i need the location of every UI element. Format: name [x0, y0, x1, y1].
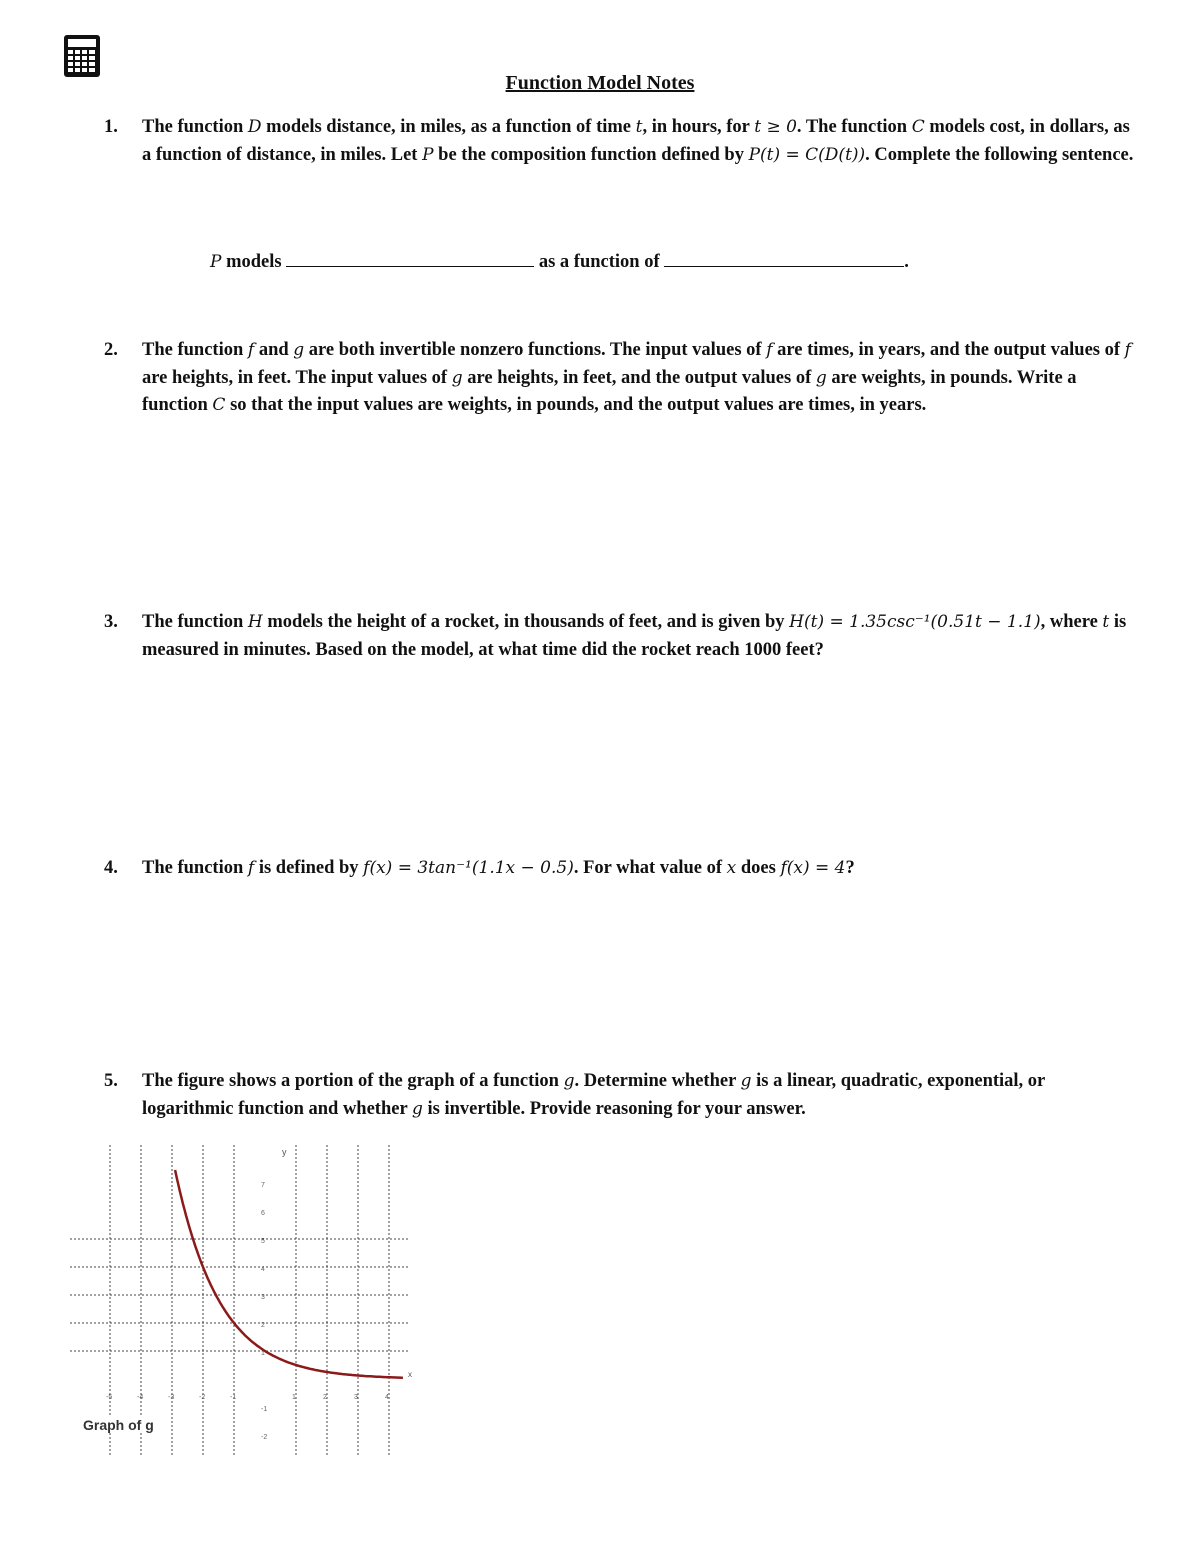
math-expression: f	[247, 858, 255, 878]
answer-blank-2[interactable]	[664, 265, 904, 267]
question-number: 3.	[104, 612, 118, 632]
question-text	[142, 337, 1134, 420]
text-run: are heights, in feet, and the output values of	[462, 367, 816, 388]
text-run: is invertible. Provide reasoning for your answer.	[422, 1098, 806, 1119]
graph-label: Graph of g	[83, 1417, 154, 1433]
sentence-middle: as a function of	[534, 252, 665, 272]
answer-blank-1[interactable]	[286, 265, 534, 267]
text-run: and	[254, 340, 294, 360]
question-number: 4.	[104, 858, 118, 878]
text-run: The function	[142, 612, 248, 632]
math-expression: g	[563, 1071, 575, 1091]
y-tick-label: -2	[261, 1434, 268, 1441]
text-run: is defined by	[254, 858, 364, 878]
math-expression: g	[815, 367, 827, 388]
y-axis-label: y	[282, 1147, 287, 1157]
text-run: are times, in years, and the output values of	[772, 340, 1125, 360]
text-run: are heights, in feet. The input values of	[142, 367, 452, 388]
calculator-icon	[64, 35, 100, 77]
y-tick-label: 7	[261, 1182, 265, 1189]
math-expression: D	[247, 117, 262, 137]
x-tick-label: 1	[292, 1394, 296, 1401]
math-expression: C	[212, 395, 226, 415]
text-run: models the height of a rocket, in thousands of feet, and is given by	[262, 612, 790, 632]
text-run: ?	[845, 858, 855, 878]
fill-in-sentence	[210, 252, 909, 273]
question-text	[142, 114, 1134, 169]
text-run: does	[736, 858, 781, 878]
text-run: . Complete the following sentence.	[865, 144, 1134, 165]
graph-tick-labels	[106, 1182, 389, 1441]
question-3	[104, 609, 1134, 664]
math-expression: g	[451, 367, 463, 388]
question-text	[142, 855, 1134, 883]
text-run: . Determine whether	[574, 1071, 741, 1091]
sentence-subject: P	[210, 252, 222, 272]
math-expression: C	[911, 117, 925, 137]
x-tick-label: 3	[354, 1394, 358, 1401]
sentence-models: models	[221, 252, 287, 272]
math-expression: f(x) = 4	[780, 858, 846, 878]
question-1	[104, 114, 1134, 169]
math-expression: f	[1124, 340, 1131, 360]
y-tick-label: 4	[261, 1266, 265, 1273]
text-run: The function	[142, 117, 248, 137]
sentence-end: .	[904, 252, 909, 272]
y-tick-label: 5	[261, 1238, 265, 1245]
graph-grid	[70, 1145, 410, 1455]
question-text	[142, 1068, 1134, 1123]
text-run: are weights, in pounds. Write a function	[142, 367, 1077, 415]
question-5	[104, 1068, 1134, 1123]
x-tick-label: -2	[199, 1394, 206, 1401]
text-run: . For what value of	[573, 858, 727, 878]
graph-curve	[175, 1170, 403, 1378]
question-4	[104, 855, 1134, 883]
text-run: The figure shows a portion of the graph of a function	[142, 1071, 564, 1091]
text-run: models cost, in dollars, as a function of distance, in miles. Let	[142, 117, 1130, 165]
x-tick-label: -4	[137, 1394, 144, 1401]
y-tick-label: 2	[261, 1322, 265, 1329]
text-run: is a linear, quadratic, exponential, or logarithmic function and whether	[142, 1071, 1045, 1119]
text-run: so that the input values are weights, in pounds, and the output values are times, in years.	[225, 395, 927, 415]
page-title: Function Model Notes	[505, 72, 695, 94]
x-tick-label: -5	[106, 1394, 113, 1401]
y-tick-label: 1	[261, 1350, 265, 1357]
math-expression: x	[726, 858, 737, 878]
text-run: , in hours, for	[642, 117, 755, 137]
math-expression: t	[635, 117, 643, 137]
math-expression: P(t) = C(D(t))	[748, 144, 866, 165]
x-axis-label: x	[408, 1370, 412, 1379]
question-number: 5.	[104, 1071, 118, 1091]
y-tick-label: 6	[261, 1210, 265, 1217]
x-tick-label: -3	[168, 1394, 175, 1401]
math-expression: f	[766, 340, 773, 360]
x-tick-label: 4	[385, 1394, 389, 1401]
math-expression: t ≥ 0	[754, 117, 797, 137]
math-expression: P	[422, 144, 434, 165]
x-tick-label: 2	[323, 1394, 327, 1401]
text-run: is measured in minutes. Based on the model, at what time did the rocket reach 1000 feet?	[142, 612, 1127, 660]
text-run: models distance, in miles, as a function of time	[261, 117, 636, 137]
math-expression: f	[247, 340, 255, 360]
math-expression: g	[740, 1071, 752, 1091]
math-expression: g	[411, 1098, 423, 1119]
question-2	[104, 337, 1134, 420]
question-number: 2.	[104, 340, 118, 360]
math-expression: t	[1102, 612, 1110, 632]
question-text	[142, 609, 1134, 664]
math-expression: H(t) = 1.35csc⁻¹(0.51t − 1.1)	[789, 612, 1041, 632]
math-expression: f(x) = 3tan⁻¹(1.1x − 0.5)	[363, 858, 574, 878]
text-run: The function	[142, 858, 248, 878]
text-run: The function	[142, 340, 248, 360]
text-run: . The function	[796, 117, 912, 137]
text-run: be the composition function defined by	[433, 144, 749, 165]
y-tick-label: 3	[261, 1294, 265, 1301]
math-expression: g	[293, 340, 305, 360]
math-expression: H	[247, 612, 263, 632]
x-tick-label: -1	[230, 1394, 237, 1401]
text-run: , where	[1040, 612, 1103, 632]
y-tick-label: -1	[261, 1406, 268, 1413]
text-run: are both invertible nonzero functions. The input values of	[304, 340, 767, 360]
graph-of-g	[60, 1135, 420, 1465]
question-number: 1.	[104, 117, 118, 137]
